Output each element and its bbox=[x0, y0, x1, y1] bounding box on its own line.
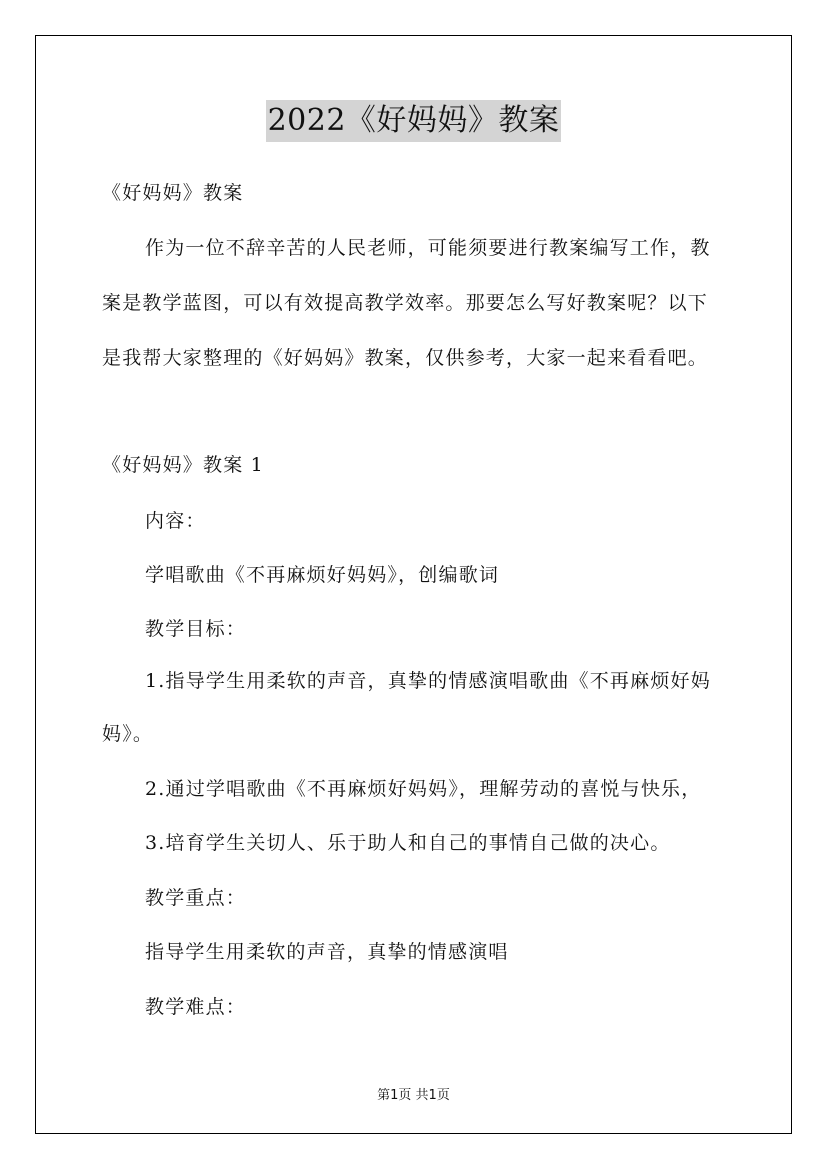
intro-line-3: 是我帮大家整理的《好妈妈》教案，仅供参考，大家一起来看看吧。 bbox=[102, 347, 709, 369]
goal-1-line-2: 妈》。 bbox=[102, 723, 154, 745]
goal-1-line-1: 1.指导学生用柔软的声音，真挚的情感演唱歌曲《不再麻烦好妈 bbox=[145, 670, 711, 692]
section-heading: 《好妈妈》教案 1 bbox=[102, 454, 264, 476]
goal-3: 3.培育学生关切人、乐于助人和自己的事情自己做的决心。 bbox=[145, 832, 671, 854]
document-subtitle: 《好妈妈》教案 bbox=[102, 182, 244, 204]
content-text: 学唱歌曲《不再麻烦好妈妈》，创编歌词 bbox=[145, 564, 500, 586]
title-container bbox=[0, 100, 827, 142]
key-text: 指导学生用柔软的声音，真挚的情感演唱 bbox=[145, 941, 509, 963]
key-label: 教学重点： bbox=[145, 887, 247, 909]
intro-line-2: 案是教学蓝图，可以有效提高教学效率。那要怎么写好教案呢？以下 bbox=[102, 292, 709, 314]
document-title: 2022《好妈妈》教案 bbox=[266, 100, 562, 142]
content-label: 内容： bbox=[145, 510, 206, 532]
page-footer: 第1页 共1页 bbox=[377, 1088, 450, 1103]
goals-label: 教学目标： bbox=[145, 618, 247, 640]
difficulty-label: 教学难点： bbox=[145, 996, 247, 1018]
goal-2: 2.通过学唱歌曲《不再麻烦好妈妈》，理解劳动的喜悦与快乐， bbox=[145, 778, 702, 800]
intro-line-1: 作为一位不辞辛苦的人民老师，可能须要进行教案编写工作，教 bbox=[145, 237, 711, 259]
